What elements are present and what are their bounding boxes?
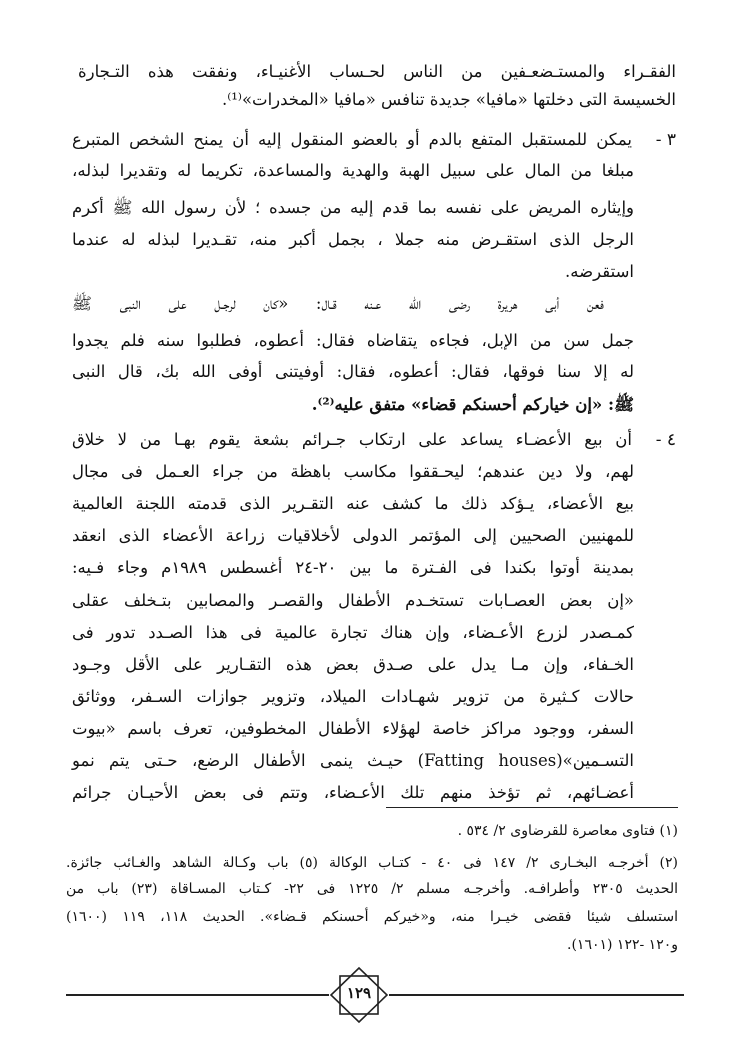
- body-line: حالات كـثيرة من تزوير شهـادات الميلاد، وتزوير جوازات السـفر، ووثائق: [72, 687, 634, 706]
- list-number-3: ٣ -: [655, 130, 676, 150]
- body-line: استقرضه.: [565, 262, 634, 281]
- body-line: أن بيع الأعضـاء يساعد على ارتكاب جـرائم بشعة يقوم بهـا من لا خلاق: [72, 430, 632, 449]
- body-line: لهم، ولا دين عندهم؛ ليحـققوا مكاسب باهظة من جراء العـمل فى مجال: [72, 462, 634, 481]
- footnote: (٢) أخرجـه البخـارى ٢/ ١٤٧ فى ٤٠ - كتـاب الوكالة (٥) باب وكـالة الشاهد والغـائب جائزة.: [66, 855, 678, 871]
- list-number-4: ٤ -: [655, 430, 676, 450]
- body-line: بمدينة أوتوا بكندا فى الفـترة ما بين ٢٠-٢٤ أغسطس ١٩٨٩م وجاء فـيه:: [72, 558, 635, 577]
- body-line: الرجل الذى استقـرض منه جملا ، بجمل أكبر منه، تقـديرا لبذله له عندما: [72, 230, 634, 249]
- body-line: يمكن للمستقبل المتفع بالدم أو بالعضو المنقول إليه أن يمنح الشخص المتبرع: [72, 130, 632, 149]
- page-number: ١٢٩: [346, 984, 372, 1002]
- body-line: له إلا سنا فوقها، فقال: أعطوه، فقال: أوفيتنى أوفى الله بك، قال النبى: [72, 362, 634, 381]
- body-line: التسـمين»(Fatting houses) حيـث ينمى الأطفال الرضع، حـتى يتم نمو: [72, 751, 634, 770]
- body-line: جمل سن من الإبل، فجاءه يتقاضاه فقال: أعطوه، فطلبوا سنه فلم يجدوا: [72, 331, 634, 350]
- body-line: ﷺ: «إن خياركم أحسنكم قضاء» متفق عليه⁽²⁾.: [311, 395, 634, 414]
- body-line: وإيثاره المريض على نفسه بما قدم إليه من جسده ؛ لأن رسول الله ﷺ أكرم: [72, 198, 634, 217]
- footnote: الحديث ٢٣٠٥ وأطرافـه. وأخرجـه مسلم ٢/ ١٢٢٥ فى ٢٢- كـتاب المسـاقاة (٢٣) باب من: [66, 881, 678, 897]
- footnote: (١) فتاوى معاصرة للقرضاوى ٢/ ٥٣٤ .: [457, 823, 678, 839]
- body-line: الفقـراء والمستـضعـفين من الناس لحـساب الأغنيـاء، ونفقت هذه التـجارة: [78, 62, 676, 81]
- page-number-ornament: [329, 966, 389, 1024]
- footnote: و١٢٠ -١٢٢ (١٦٠١).: [567, 937, 678, 953]
- body-line: كمـصدر لزرع الأعـضاء، وإن هناك تجارة عالمية فى هذا الصـدد تدور فى: [72, 623, 634, 642]
- body-line: أعضـائهم، ثم تؤخذ منهم تلك الأعـضاء، وتتم فى بعض الأحيـان جرائم: [72, 783, 634, 802]
- body-line: «إن بعض العصـابات تستخـدم الأطفال والقصـر والمصابين بتـخلف عقلى: [72, 591, 634, 610]
- body-line: الخسيسة التى دخلتها «مافيا» جديدة تنافس «مافيا «المخدرات»⁽¹⁾.: [221, 90, 676, 109]
- body-line: مبلغا من المال على سبيل الهبة والهدية والمساعدة، تكريما له وتقديرا لبذله،: [72, 161, 634, 180]
- body-line: للمهنيين الصحيين إلى المؤتمر الدولى لأخلاقيات زراعة الأعضاء الذى انعقد: [72, 526, 634, 545]
- footnote-separator: [386, 807, 678, 808]
- body-line: السفر، ووجود مراكز خاصة لهؤلاء الأطفال المخطوفين، تعرف باسم «بيوت: [72, 719, 634, 738]
- body-line: فعن أبى هريرة رضى الله عـنه قـال: «كان لرجـل على النبى ﷺ: [72, 294, 604, 313]
- footnote: استسلف شيئا فقضى خيـرا منه، و«خيركم أحسنكم قـضاء». الحديث ١١٨، ١١٩ (١٦٠٠): [66, 909, 678, 925]
- body-line: بيع الأعضاء، يـؤكد ذلك ما كشف عنه التقـرير الذى قدمته اللجنة العالمية: [72, 494, 634, 513]
- body-line: الخـفاء، وإن مـا يدل على صـدق بعض هذه التقـارير على الأقل وجـود: [72, 655, 634, 674]
